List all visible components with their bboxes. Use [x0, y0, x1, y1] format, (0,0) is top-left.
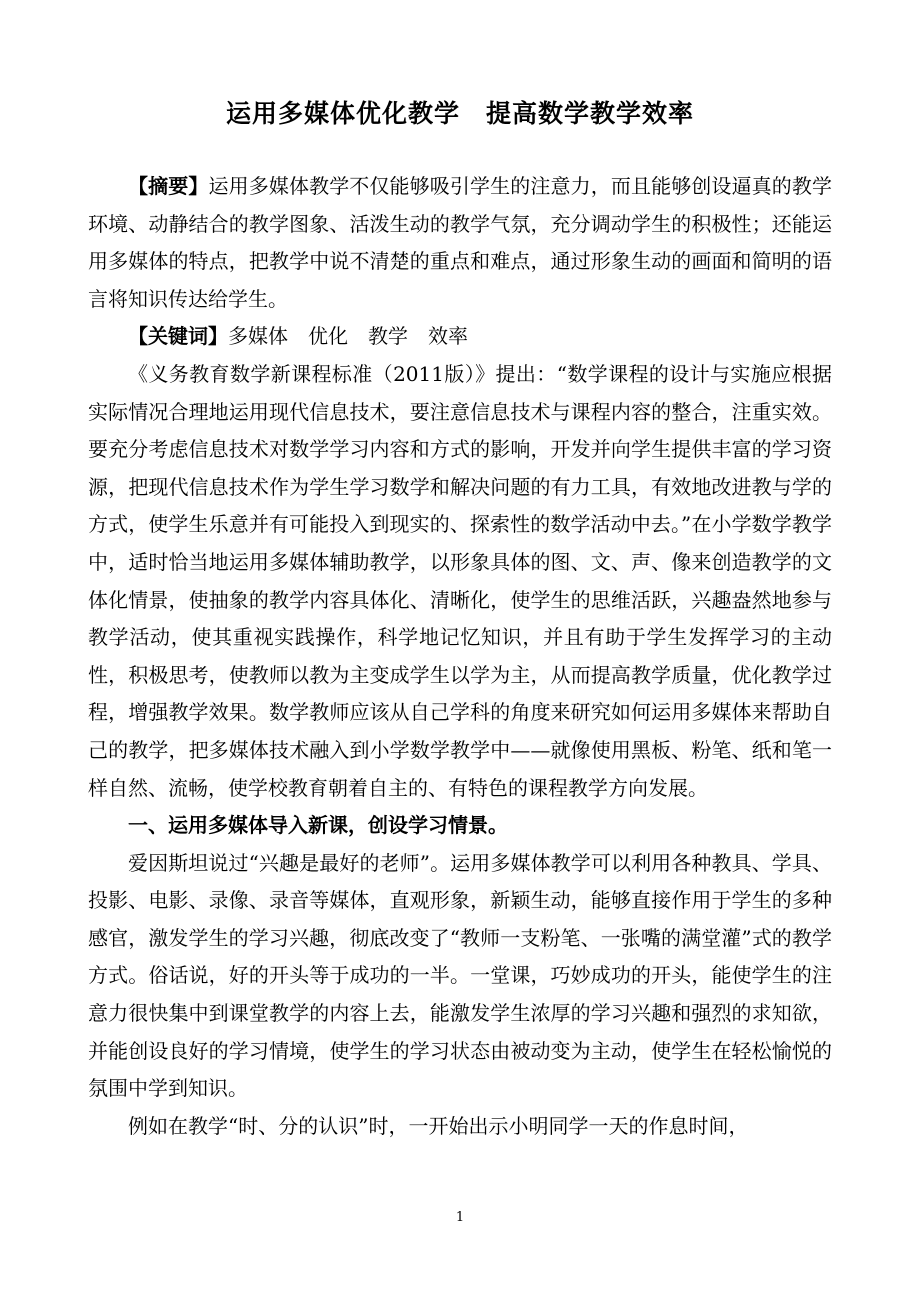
keyword-item: 教学	[368, 324, 408, 349]
keyword-item: 优化	[308, 324, 348, 349]
keyword-item: 效率	[428, 324, 468, 349]
keyword-item: 多媒体	[228, 324, 288, 349]
body-paragraph: 例如在教学“时、分的认识”时，一开始出示小明同学一天的作息时间，	[128, 1113, 749, 1138]
section-heading: 一、运用多媒体导入新课，创设学习情景。	[128, 813, 508, 838]
abstract-paragraph	[88, 168, 832, 318]
document-body	[88, 168, 832, 1145]
body-paragraph: 《义务教育数学新课程标准（2011版）》提出：“数学课程的设计与实施应根据实际情况合理地运用现代信息技术，要注意信息技术与课程内容的整合，注重实效。要充分考虑信息技术对数学学习内容和方式的影响，开发并向学生提供丰富的学习资源，把现代信息技术作为学生学习数学和解决问题的有力工具，有效地改进教与学的方式，使学生乐意并有可能投入到现实的、探索性的数学活动中去。”在小学数学教学中，适时恰当地运用多媒体辅助教学，以形象具体的图、文、声、像来创造教学的文体化情景，使抽象的教学内容具体化、清晰化，使学生的思维活跃，兴趣盎然地参与教学活动，使其重视实践操作，科学地记忆知识，并且有助于学生发挥学习的主动性，积极思考，使教师以教为主变成学生以学为主，从而提高教学质量，优化教学过程，增强教学效果。数学教师应该从自己学科的角度来研究如何运用多媒体来帮助自己的教学，把多媒体技术融入到小学数学教学中——就像使用黑板、粉笔、纸和笔一样自然、流畅，使学校教育朝着自主的、有特色的课程教学方向发展。	[88, 361, 832, 800]
body-paragraph: 爱因斯坦说过“兴趣是最好的老师”。运用多媒体教学可以利用各种教具、学具、投影、电影、录像、录音等媒体，直观形象，新颖生动，能够直接作用于学生的多种感官，激发学生的学习兴趣，彻底改变了“教师一支粉笔、一张嘴的满堂灌”式的教学方式。俗话说，好的开头等于成功的一半。一堂课，巧妙成功的开头，能使学生的注意力很快集中到课堂教学的内容上去，能激发学生浓厚的学习兴趣和强烈的求知欲，并能创设良好的学习情境，使学生的学习状态由被动变为主动，使学生在轻松愉悦的氛围中学到知识。	[88, 850, 832, 1101]
document-title: 运用多媒体优化教学 提高数学教学效率	[225, 99, 694, 128]
keywords-label: 【关键词】	[128, 324, 228, 349]
abstract-label: 【摘要】	[128, 174, 209, 198]
keywords-paragraph	[88, 318, 832, 356]
abstract-text: 运用多媒体教学不仅能够吸引学生的注意力，而且能够创设逼真的教学环境、动静结合的教学图象、活泼生动的教学气氛，充分调动学生的积极性；还能运用多媒体的特点，把教学中说不清楚的重点和难点，通过形象生动的画面和简明的语言将知识传达给学生。	[88, 174, 833, 311]
page-number: 1	[455, 1210, 465, 1225]
